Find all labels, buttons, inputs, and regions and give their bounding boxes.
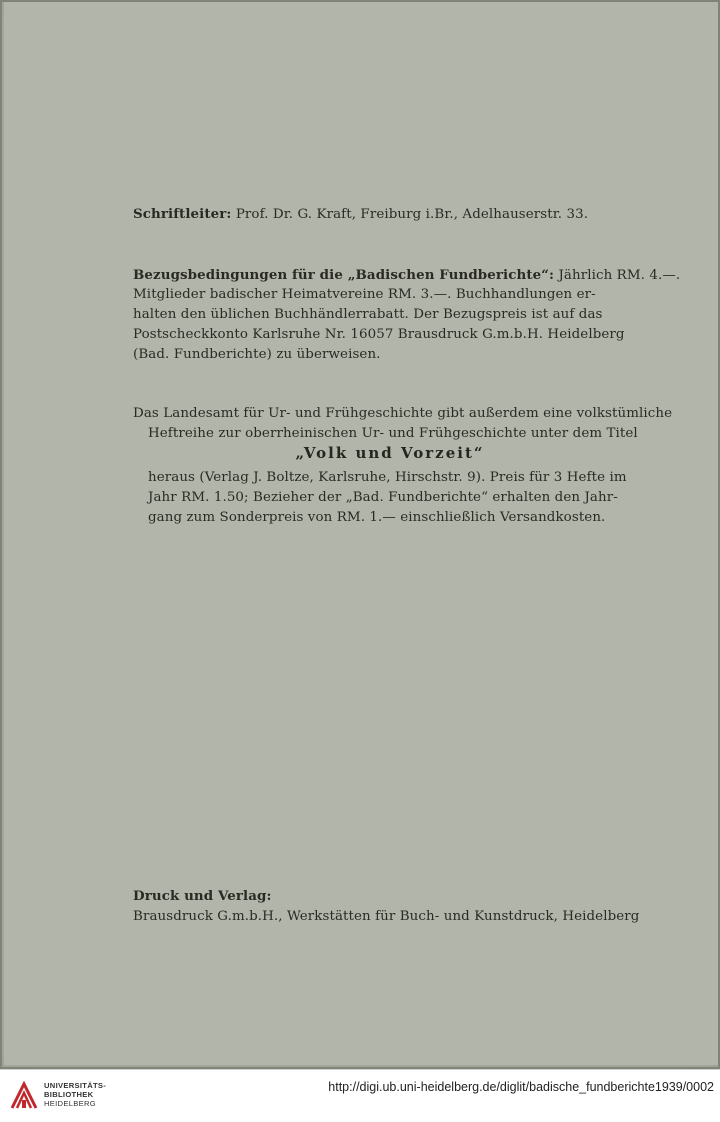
editor-label: Schriftleiter: [133, 206, 232, 222]
library-logo-text [44, 1081, 106, 1108]
university-library-logo-icon [10, 1080, 38, 1110]
landesamt-line-2: Heftreihe zur oberrheinischen Ur- und Frühgeschichte unter dem Titel [148, 426, 638, 441]
subscription-line-4: Postscheckkonto Karlsruhe Nr. 16057 Brausdruck G.m.b.H. Heidelberg [133, 327, 625, 342]
logo-line-2: BIBLIOTHEK [44, 1090, 94, 1099]
logo-line-1: UNIVERSITÄTS- [44, 1081, 107, 1090]
subscription-line-3: halten den üblichen Buchhändlerrabatt. Der Bezugspreis ist auf das [133, 307, 603, 322]
document-url-link[interactable]: http://digi.ub.uni-heidelberg.de/diglit/badische_fundberichte1939/0002 [328, 1080, 714, 1094]
subscription-line-2: Mitglieder badischer Heimatvereine RM. 3.—. Buchhandlungen er- [133, 287, 596, 302]
series-title: „Volk und Vorzeit“ [295, 444, 485, 462]
footer-bar [0, 1069, 720, 1122]
editor-line [133, 204, 588, 225]
subscription-price: Jährlich RM. 4.—. [558, 268, 681, 283]
landesamt-line-1: Das Landesamt für Ur- und Frühgeschichte gibt außerdem eine volkstümliche [133, 406, 673, 421]
imprint-text: Brausdruck G.m.b.H., Werkstätten für Buch- und Kunstdruck, Heidelberg [133, 909, 640, 924]
imprint-heading: Druck und Verlag: [133, 888, 272, 904]
subscription-line-1 [133, 265, 680, 286]
landesamt-line-4: Jahr RM. 1.50; Bezieher der „Bad. Fundberichte“ erhalten den Jahr- [148, 490, 618, 505]
landesamt-line-5: gang zum Sonderpreis von RM. 1.— einschließlich Versandkosten. [148, 510, 606, 525]
logo-line-3: HEIDELBERG [44, 1099, 96, 1108]
page [4, 2, 718, 1065]
editor-text: Prof. Dr. G. Kraft, Freiburg i.Br., Adelhauserstr. 33. [235, 207, 589, 222]
landesamt-line-3: heraus (Verlag J. Boltze, Karlsruhe, Hirschstr. 9). Preis für 3 Hefte im [148, 470, 627, 485]
subscription-label: Bezugsbedingungen für die „Badischen Fundberichte“: [133, 267, 555, 283]
subscription-line-5: (Bad. Fundberichte) zu überweisen. [133, 347, 381, 362]
